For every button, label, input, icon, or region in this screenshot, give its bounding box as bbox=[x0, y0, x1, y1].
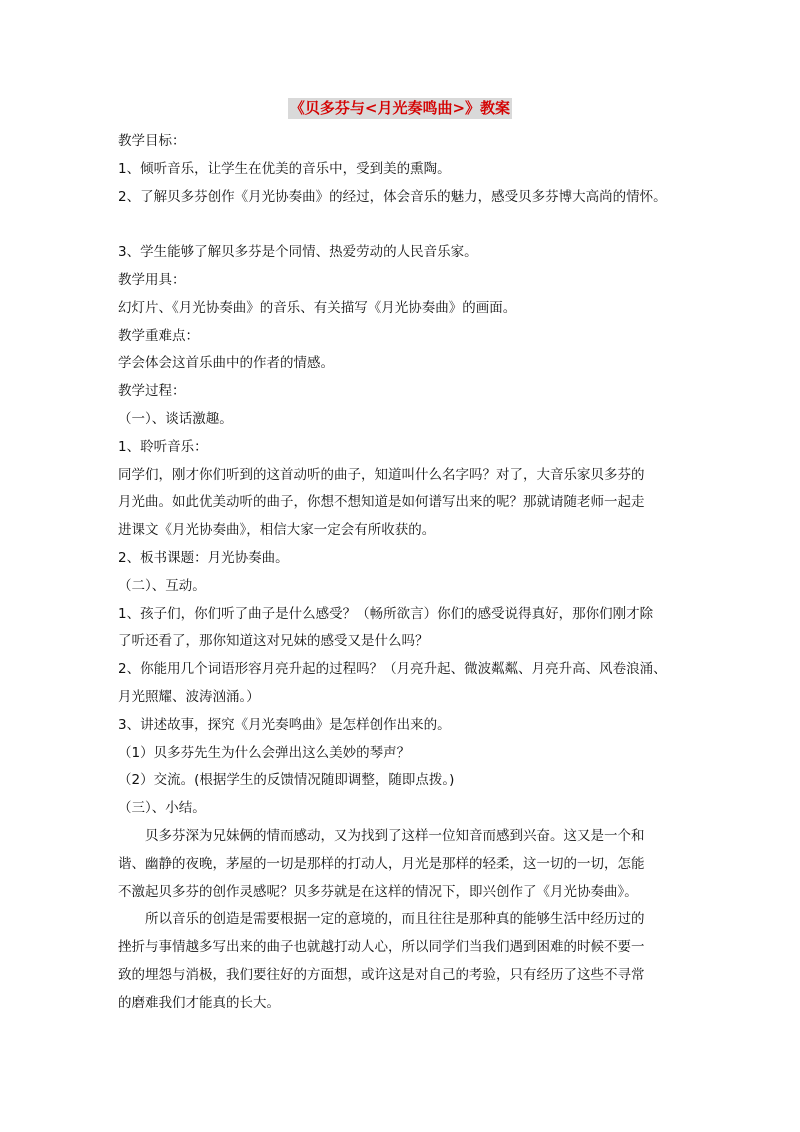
text-line: 3、学生能够了解贝多芬是个同情、热爱劳动的人民音乐家。 bbox=[118, 244, 478, 261]
text-line: 贝多芬深为兄妹俩的情而感动，又为找到了这样一位知音而感到兴奋。这又是一个和 bbox=[145, 827, 645, 844]
text-line: 同学们，刚才你们听到的这首动听的曲子，知道叫什么名字吗？对了，大音乐家贝多芬的 bbox=[118, 466, 645, 483]
text-line: 所以音乐的创造是需要根据一定的意境的，而且往往是那种真的能够生活中经历过的 bbox=[145, 911, 645, 928]
document-title: 《贝多芬与<月光奏鸣曲>》教案 bbox=[289, 99, 511, 117]
text-line: 1、聆听音乐： bbox=[118, 438, 208, 455]
text-line: （2）交流。(根据学生的反馈情况随即调整，随即点拨。) bbox=[118, 772, 455, 789]
text-line: （1）贝多芬先生为什么会弹出这么美妙的琴声？ bbox=[118, 744, 411, 761]
text-line: （三）、小结。 bbox=[118, 800, 206, 817]
text-line: 3、讲述故事，探究《月光奏鸣曲》是怎样创作出来的。 bbox=[118, 716, 451, 733]
text-line: 1、孩子们，你们听了曲子是什么感受？（畅所欲言）你们的感受说得真好，那你们刚才除 bbox=[118, 605, 654, 622]
title-container bbox=[0, 98, 800, 119]
text-line: 谐、幽静的夜晚，茅屋的一切是那样的打动人，月光是那样的轻柔，这一切的一切，怎能 bbox=[118, 855, 645, 872]
text-line: 幻灯片、《月光协奏曲》的音乐、有关描写《月光协奏曲》的画面。 bbox=[118, 299, 517, 316]
text-line: 不激起贝多芬的创作灵感呢？贝多芬就是在这样的情况下，即兴创作了《月光协奏曲》。 bbox=[118, 883, 638, 900]
text-line: 致的埋怨与消极，我们要往好的方面想，或许这是对自己的考验，只有经历了这些不寻常 bbox=[118, 966, 645, 983]
text-line: 教学用具： bbox=[118, 271, 186, 288]
text-line: 了听还看了，那你知道这对兄妹的感受又是什么吗？ bbox=[118, 633, 429, 650]
text-line: 进课文《月光协奏曲》，相信大家一定会有所收获的。 bbox=[118, 522, 436, 539]
text-line: 学会体会这首乐曲中的作者的情感。 bbox=[118, 355, 334, 372]
text-line: 2、你能用几个词语形容月亮升起的过程吗？（月亮升起、微波粼粼、月亮升高、风卷浪涌、 bbox=[118, 661, 667, 678]
text-line: 1、倾听音乐，让学生在优美的音乐中，受到美的熏陶。 bbox=[118, 160, 451, 177]
text-line: 的磨难我们才能真的长大。 bbox=[118, 994, 280, 1011]
text-line: （一）、谈话激趣。 bbox=[118, 410, 233, 427]
blank-line bbox=[118, 215, 698, 243]
text-line: 月光照耀、波涛汹涌。） bbox=[118, 688, 260, 705]
text-line: 2、板书课题：月光协奏曲。 bbox=[118, 549, 289, 566]
text-line: 教学过程： bbox=[118, 383, 186, 400]
text-line: 2、了解贝多芬创作《月光协奏曲》的经过，体会音乐的魅力，感受贝多芬博大高尚的情怀。 bbox=[118, 188, 667, 205]
text-line: 教学目标： bbox=[118, 133, 186, 149]
text-line: 挫折与事情越多写出来的曲子也就越打动人心，所以同学们当我们遇到困难的时候不要一 bbox=[118, 939, 645, 956]
text-line: 教学重难点： bbox=[118, 327, 199, 344]
text-line: 月光曲。如此优美动听的曲子，你想不想知道是如何谱写出来的呢？那就请随老师一起走 bbox=[118, 494, 645, 511]
document-body bbox=[118, 132, 698, 1022]
text-line: （二）、互动。 bbox=[118, 577, 206, 594]
